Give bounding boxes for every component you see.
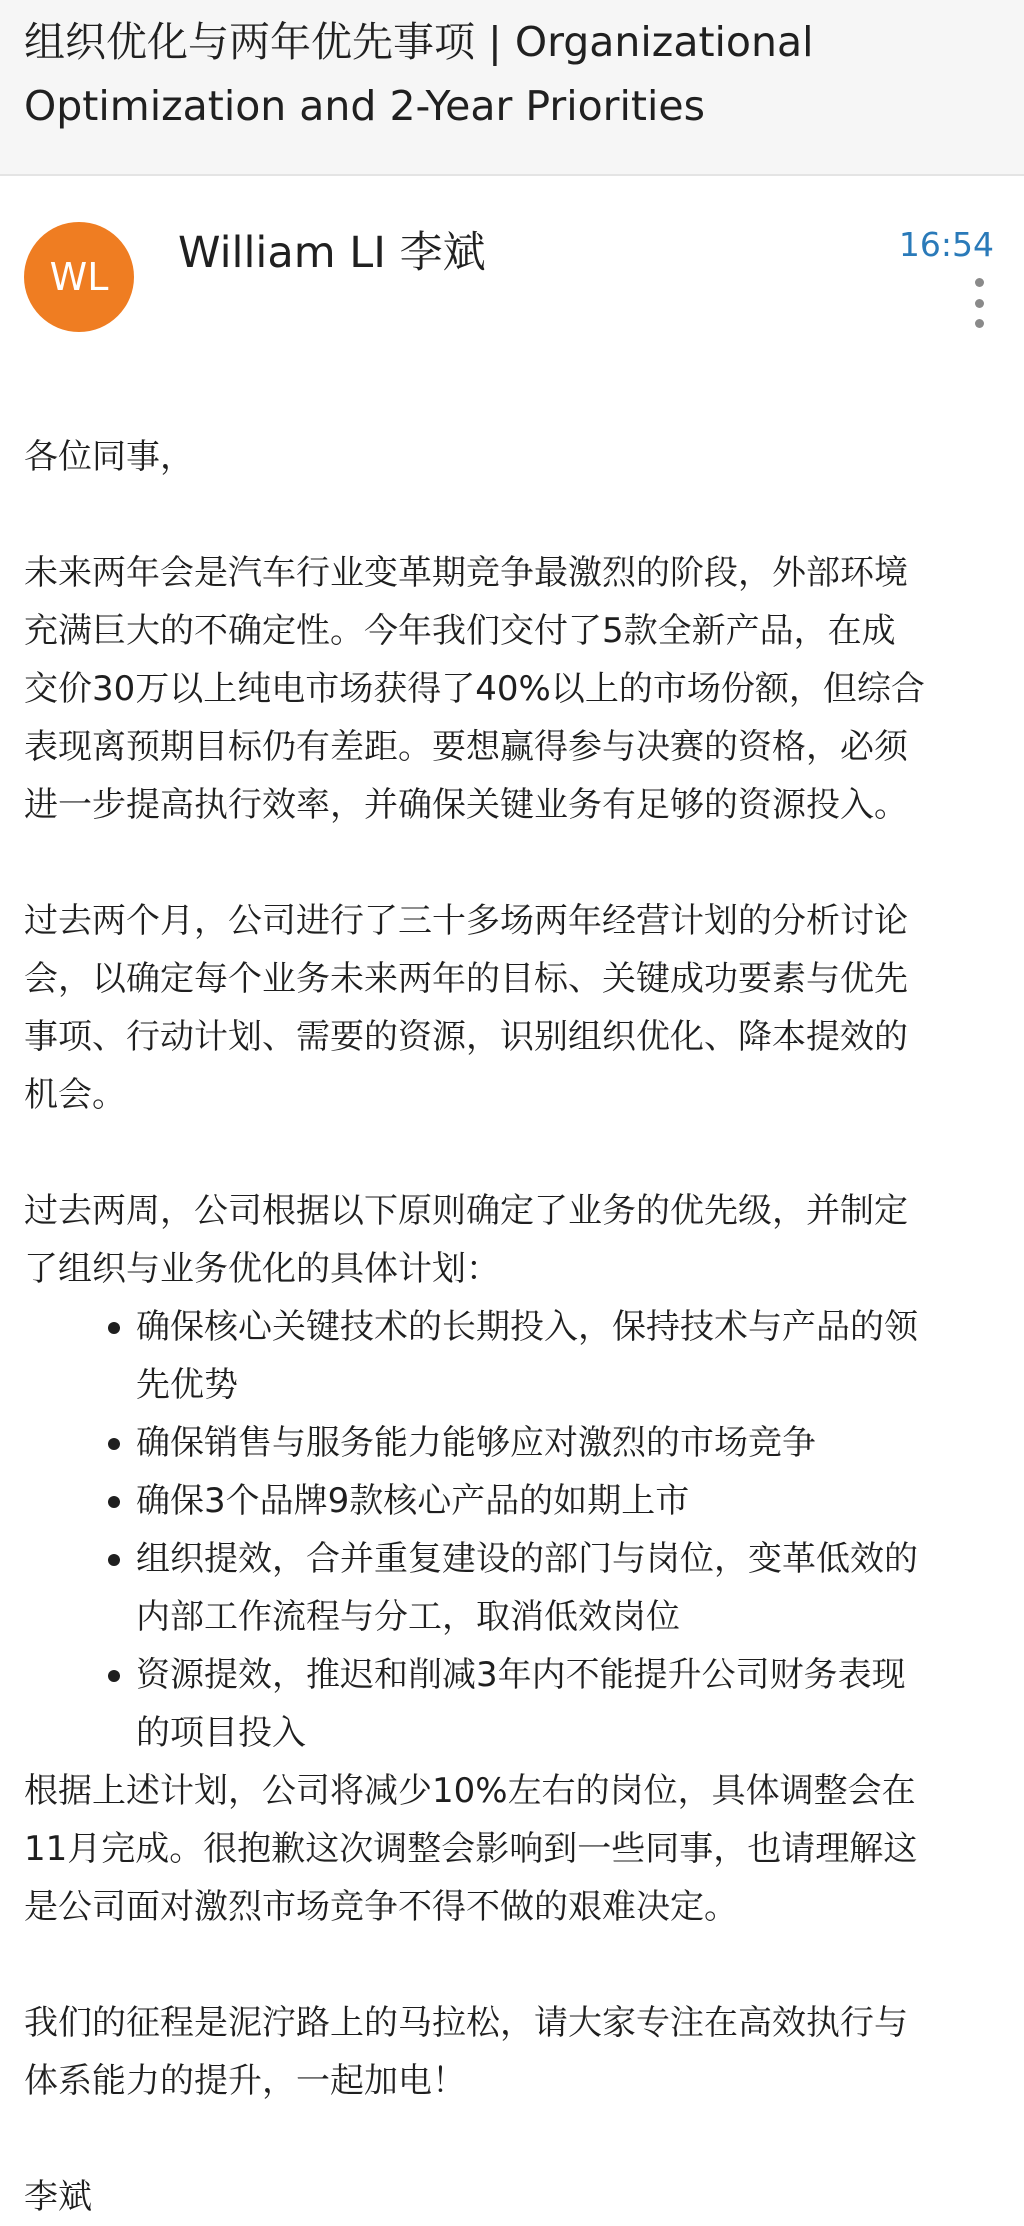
signature: 李斌 xyxy=(24,2177,92,2217)
list-item-text: 确保核心关键技术的长期投入，保持技术与产品的领 先优势 xyxy=(136,1307,918,1405)
email-time: 16:54 xyxy=(898,225,994,264)
paragraph-gap xyxy=(24,1124,984,1182)
paragraph-gap xyxy=(24,1936,984,1994)
paragraph-gap xyxy=(24,2110,984,2168)
sender-name[interactable]: William LI 李斌 xyxy=(178,228,486,278)
list-item-text: 组织提效，合并重复建设的部门与岗位，变革低效的 内部工作流程与分工，取消低效岗位 xyxy=(136,1539,918,1637)
list-item-text: 确保销售与服务能力能够应对激烈的市场竞争 xyxy=(136,1423,816,1463)
dot xyxy=(975,278,984,287)
email-body xyxy=(24,428,984,2226)
list-item-text: 确保3个品牌9款核心产品的如期上市 xyxy=(136,1481,690,1521)
paragraph-2: 过去两个月，公司进行了三十多场两年经营计划的分析讨论 会，以确定每个业务未来两年的目标、关键成功要素与优先 事项、行动计划、需要的资源，识别组织优化、降本提效的 机会。 xyxy=(24,901,908,1115)
list-item xyxy=(136,1530,984,1646)
paragraph-1: 未来两年会是汽车行业变革期竞争最激烈的阶段，外部环境 充满巨大的不确定性。今年我们交付了5款全新产品，在成 交价30万以上纯电市场获得了40%以上的市场份额，但综合 表现离预期目标仍有差距。要想赢得参与决赛的资格，必须 进一步提高执行效率，并确保关键业务有足够的资源投入。 xyxy=(24,553,925,825)
list-item xyxy=(136,1472,984,1530)
list-item xyxy=(136,1298,984,1414)
more-options-icon[interactable] xyxy=(964,278,994,328)
greeting: 各位同事， xyxy=(24,437,194,477)
paragraph-gap xyxy=(24,834,984,892)
priority-list xyxy=(24,1298,984,1762)
paragraph-gap xyxy=(24,486,984,544)
sender-avatar[interactable] xyxy=(24,222,134,332)
sender-initials: WL xyxy=(49,255,109,299)
dot xyxy=(975,319,984,328)
paragraph-3: 过去两周，公司根据以下原则确定了业务的优先级，并制定 了组织与业务优化的具体计划： xyxy=(24,1191,908,1289)
list-item-text: 资源提效，推迟和削减3年内不能提升公司财务表现 的项目投入 xyxy=(136,1655,906,1753)
list-item xyxy=(136,1646,984,1762)
paragraph-4: 根据上述计划，公司将减少10%左右的岗位，具体调整会在 11月完成。很抱歉这次调整会影响到一些同事，也请理解这 是公司面对激烈市场竞争不得不做的艰难决定。 xyxy=(24,1771,918,1927)
subject-bar xyxy=(0,0,1024,176)
dot xyxy=(975,299,984,308)
email-subject: 组织优化与两年优先事项 | Organizational Optimization and 2-Year Priorities xyxy=(24,18,814,130)
paragraph-5: 我们的征程是泥泞路上的马拉松，请大家专注在高效执行与 体系能力的提升，一起加电！ xyxy=(24,2003,908,2101)
list-item xyxy=(136,1414,984,1472)
